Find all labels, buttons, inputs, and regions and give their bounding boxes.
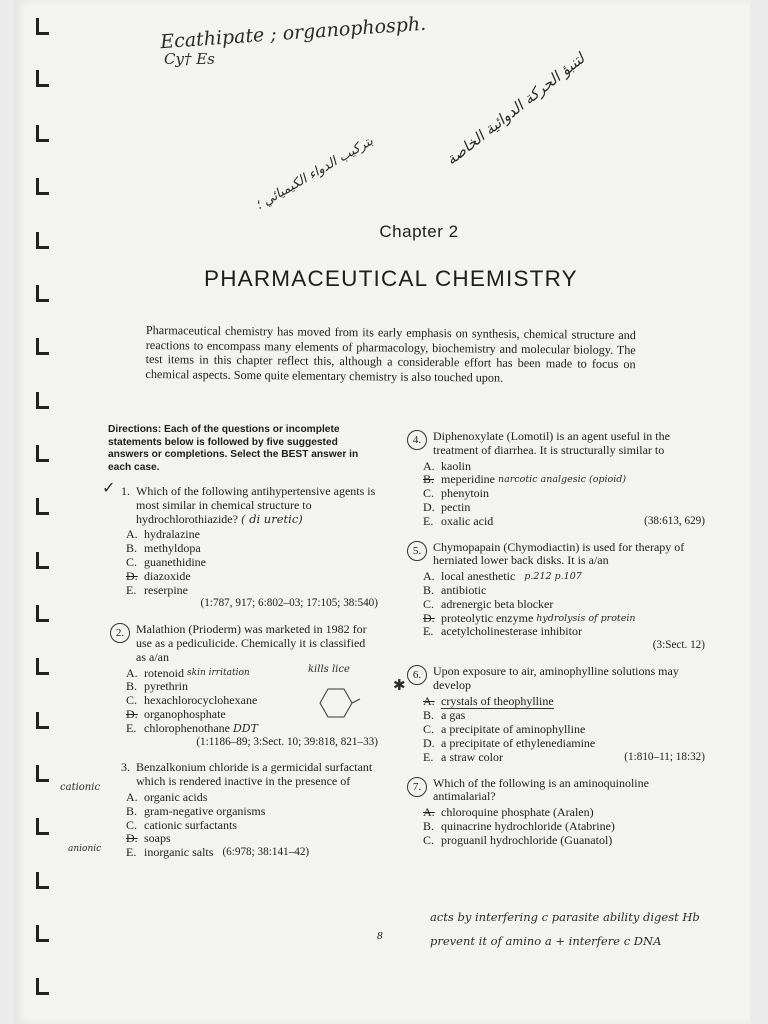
- question-6: [393, 663, 705, 765]
- question-stem: Which of the following is an aminoquinoline antimalarial?: [433, 775, 649, 804]
- question-5: [405, 541, 705, 653]
- handwritten-note: ( di uretic): [240, 511, 303, 526]
- question-stem: Upon exposure to air, aminophylline solutions may develop: [433, 663, 679, 692]
- page-number: 8: [377, 930, 383, 942]
- question-stem: Chymopapain (Chymodiactin) is used for therapy of herniated lower back disks. It is a/an: [433, 539, 685, 568]
- handwritten-note-top: Ecathipate ; organophosph.: [159, 12, 427, 54]
- option-e[interactable]: E. oxalic acid (38:613, 629): [423, 513, 705, 528]
- question-number: 1.: [121, 484, 130, 498]
- directions: Directions: Each of the questions or incomplete statements below is followed by five suggested answers or completions. Select the BEST answer in each case.: [108, 424, 359, 473]
- option-a[interactable]: A. hydralazine: [126, 527, 200, 542]
- option-a[interactable]: A. local anesthetic p.212 p.107: [423, 569, 582, 584]
- option-d-selected[interactable]: D. soaps: [126, 831, 171, 846]
- option-b[interactable]: B. quinacrine hydrochloride (Atabrine): [423, 818, 615, 833]
- option-e[interactable]: E. chlorophenothane DDT: [126, 720, 258, 735]
- question-number: 2.: [110, 623, 130, 643]
- option-d[interactable]: D. a precipitate of ethylenediamine: [423, 735, 596, 750]
- chapter-title: PHARMACEUTICAL CHEMISTRY: [204, 266, 578, 291]
- option-b-selected[interactable]: B. meperidine narcotic analgesic (opioid): [423, 472, 627, 487]
- option-e[interactable]: E. a straw color (1:810–11; 18:32): [423, 749, 705, 764]
- option-c[interactable]: C. cationic surfactants: [126, 817, 237, 832]
- question-reference: (1:787, 917; 6:802–03; 17:105; 38:540): [200, 597, 378, 610]
- option-b[interactable]: B. antibiotic: [423, 582, 487, 597]
- question-stem: Which of the following antihypertensive agents is most similar in chemical structure to hydrochlorothiazide? ( di uretic): [136, 484, 376, 526]
- question-3: [60, 760, 378, 860]
- option-c[interactable]: C. adrenergic beta blocker: [423, 596, 554, 611]
- option-c[interactable]: C. guanethidine: [126, 554, 206, 569]
- question-stem: Benzalkonium chloride is a germicidal surfactant which is rendered inactive in the presence of: [136, 760, 373, 789]
- handwritten-note-bottom-1: acts by interfering c parasite ability digest Hb: [430, 910, 700, 924]
- option-c[interactable]: C. phenytoin: [423, 486, 489, 501]
- option-b[interactable]: B. a gas: [423, 708, 466, 723]
- option-d-selected[interactable]: D. proteolytic enzyme hydrolysis of protein: [423, 610, 636, 625]
- handwritten-note: kills lice: [308, 664, 350, 676]
- star-icon: ✱: [393, 675, 406, 694]
- handwritten-note-bottom-2: prevent it of amino a + interfere c DNA: [430, 934, 662, 948]
- benzene-ring-sketch: [314, 685, 362, 721]
- option-b[interactable]: B. methyldopa: [126, 541, 201, 556]
- handwritten-arabic-right: لتنبؤ الحركة الدوائية الخاصة: [442, 49, 589, 169]
- option-c[interactable]: C. hexachlorocyclohexane: [126, 693, 258, 708]
- option-a-selected[interactable]: A. crystals of theophylline: [423, 693, 554, 708]
- checkmark-icon: ✓: [102, 478, 116, 497]
- question-1: [102, 478, 378, 611]
- right-column: [393, 429, 705, 860]
- chapter-label: Chapter 2: [379, 222, 459, 241]
- handwritten-note-top-2: Cy† Es: [164, 50, 215, 68]
- question-number: 7.: [407, 777, 427, 797]
- handwritten-note: anionic: [68, 844, 102, 855]
- handwritten-note: cationic: [60, 782, 101, 794]
- option-a[interactable]: A. kaolin: [423, 458, 471, 473]
- option-c[interactable]: C. a precipitate of aminophylline: [423, 722, 586, 737]
- option-d[interactable]: D. pectin: [423, 499, 471, 514]
- left-column: [60, 478, 378, 872]
- binder-holes: [14, 0, 54, 1024]
- option-d-selected[interactable]: D. organophosphate: [126, 706, 226, 721]
- option-c[interactable]: C. proguanil hydrochloride (Guanatol): [423, 832, 613, 847]
- intro-paragraph: Pharmaceutical chemistry has moved from its early emphasis on synthesis, chemical structure and reactions to encompass many elements of pharmacology, biochemistry and molecular biology. The test items in this chapter reflect this, although a considerable effort has been made to focus on chemical aspects. Some quite elementary chemistry is also touched upon.: [145, 323, 636, 385]
- option-e[interactable]: E. acetylcholinesterase inhibitor: [423, 624, 582, 639]
- question-number: 4.: [407, 430, 427, 450]
- option-e[interactable]: E. reserpine: [126, 582, 188, 597]
- option-d-selected[interactable]: D. diazoxide: [126, 568, 191, 583]
- question-number: 5.: [407, 541, 427, 561]
- question-number: 3.: [121, 760, 130, 775]
- option-b[interactable]: B. gram-negative organisms: [126, 803, 266, 818]
- question-2: [108, 623, 378, 749]
- option-a[interactable]: A. organic acids: [126, 789, 208, 804]
- question-reference: (3:Sect. 12): [652, 639, 705, 652]
- question-7: [405, 777, 705, 848]
- option-e[interactable]: E. inorganic salts (6:978; 38:141–42): [126, 845, 310, 860]
- question-reference: (1:1186–89; 3:Sect. 10; 39:818, 821–33): [196, 735, 378, 748]
- question-stem: Malathion (Prioderm) was marketed in 1982 for use as a pediculicide. Chemically it is classified as a/an: [136, 622, 367, 664]
- option-a-selected[interactable]: A. chloroquine phosphate (Aralen): [423, 805, 594, 820]
- option-a[interactable]: A. rotenoid skin irritation: [126, 665, 250, 680]
- question-number: 6.: [407, 665, 427, 685]
- question-4: [405, 430, 705, 529]
- question-stem: Diphenoxylate (Lomotil) is an agent useful in the treatment of diarrhea. It is structurally similar to: [433, 429, 670, 457]
- handwritten-arabic-mid: بتركيب الدواء الكيميائي ؛: [253, 133, 376, 214]
- option-b[interactable]: B. pyrethrin: [126, 679, 188, 694]
